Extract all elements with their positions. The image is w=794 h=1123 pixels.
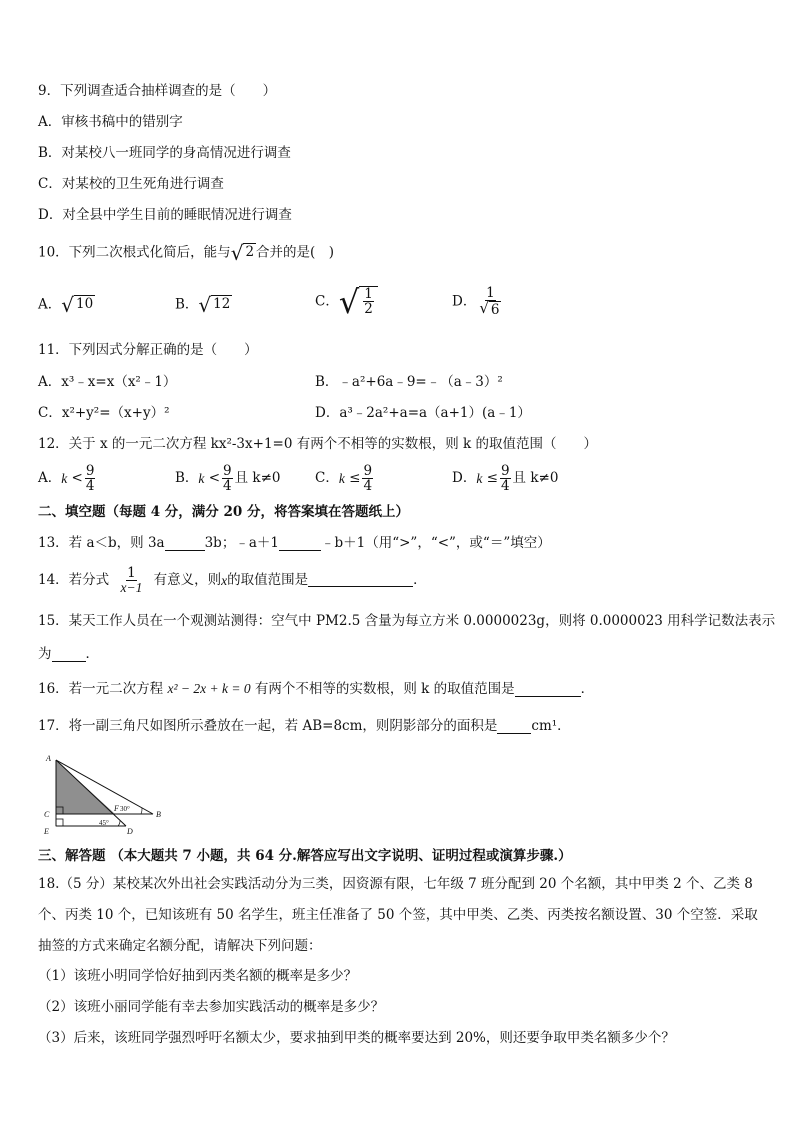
q12-option-a: A．k < $\frac{9}{4}$ [38,463,95,495]
section-3-heading: 三、解答题 （本大题共 7 小题，共 64 分.解答应写出文字说明、证明过程或演算步骤.） [38,848,572,864]
q11-option-c: C．x²+y²=（x+y）² [38,405,170,421]
q9-option-a: A．审核书稿中的错别字 [38,114,183,130]
q18-line1: 18.（5 分）某校某次外出社会实践活动分为三类，因资源有限，七年级 7 班分配到 20 个名额，其中甲类 2 个、乙类 8 [38,876,753,892]
q18-sub1: （1）该班小明同学恰好抽到丙类名额的概率是多少？ [38,968,358,984]
right-angle-E [56,819,63,826]
q17: 17．将一副三角尺如图所示叠放在一起，若 AB=8cm，则阴影部分的面积是 cm¹． [38,718,571,734]
arc-30 [141,808,142,814]
label-B: B [156,810,161,819]
label-E: E [44,827,49,836]
q9-option-d: D．对全县中学生目前的睡眠情况进行调查 [38,207,292,223]
q12-option-b: B．k < $\frac{9}{4}$ 且 k≠0 [175,463,281,495]
q9-stem: 9．下列调查适合抽样调查的是（ ） [38,83,277,99]
label-C: C [44,810,50,819]
q9-option-b: B．对某校八一班同学的身高情况进行调查 [38,145,291,161]
q10-option-a: A． √ 10 [38,293,94,317]
q10-stem-pre: 10．下列二次根式化简后，能与 [38,244,231,261]
q15-line2: 为 ． [38,646,99,662]
label-F: F [114,804,119,813]
q14: 14．若分式 $\frac{1}{x-1}$ 有意义，则x的取值范围是 ． [38,565,427,596]
q18-line2: 个、丙类 10 个，已知该班有 50 名学生，班主任准备了 50 个签，其中甲类、乙类、丙类按名额设置、30 个空签．采取 [38,907,758,923]
q10-sqrt-2: √ 2 [230,241,255,265]
triangle-figure [40,752,175,838]
arc-45 [118,820,120,826]
q10-option-b: B． √ 12 [175,293,231,317]
label-D: D [127,827,133,836]
q11-stem: 11．下列因式分解正确的是（ ） [38,342,258,358]
q12-option-d: D．k ≤ $\frac{9}{4}$ 且 k≠0 [452,463,559,495]
q10-stem-post: 合并的是( ) [256,244,335,261]
label-angle30: 30° [120,805,130,813]
q10-option-c: C． √ $\frac{1}{2}$ [315,286,378,318]
section-2-heading: 二、填空题（每题 4 分，满分 20 分，将答案填在答题纸上） [38,504,409,520]
q15-line1: 15．某天工作人员在一个观测站测得：空气中 PM2.5 含量为每立方米 0.0000023g，则将 0.0000023 用科学记数法表示 [38,613,776,629]
q11-option-b: B．﹣a²+6a﹣9=﹣（a﹣3）² [315,374,503,390]
q9-option-c: C．对某校的卫生死角进行调查 [38,176,224,192]
label-A: A [46,754,51,763]
q11-option-a: A．x³﹣x=x（x²﹣1） [38,374,177,390]
q12-stem: 12．关于 x 的一元二次方程 kx²-3x+1=0 有两个不相等的实数根，则 k 的取值范围（ ） [38,436,597,452]
q18-line3: 抽签的方式来确定名额分配，请解决下列问题： [38,938,322,954]
q18-sub2: （2）该班小丽同学能有幸去参加实践活动的概率是多少？ [38,999,385,1015]
q16: 16．若一元二次方程 x² − 2x + k = 0 有两个不相等的实数根，则 k 的取值范围是 ． [38,681,595,697]
q11-option-d: D．a³﹣2a²+a=a（a+1）(a﹣1） [315,405,531,421]
q18-sub3: （3）后来，该班同学强烈呼吁名额太少，要求抽到甲类的概率要达到 20%，则还要争取甲类名额多少个？ [38,1030,675,1046]
q12-option-c: C．k ≤ $\frac{9}{4}$ [315,463,373,495]
label-angle45: 45° [99,819,109,827]
q13: 13．若 a＜b，则 3a 3b；﹣a＋1 ﹣b＋1（用“>”，“<”，或“＝”填空） [38,535,551,551]
q10-option-d: D． 1 √ 6 [452,285,500,319]
q10-stem [38,243,334,263]
